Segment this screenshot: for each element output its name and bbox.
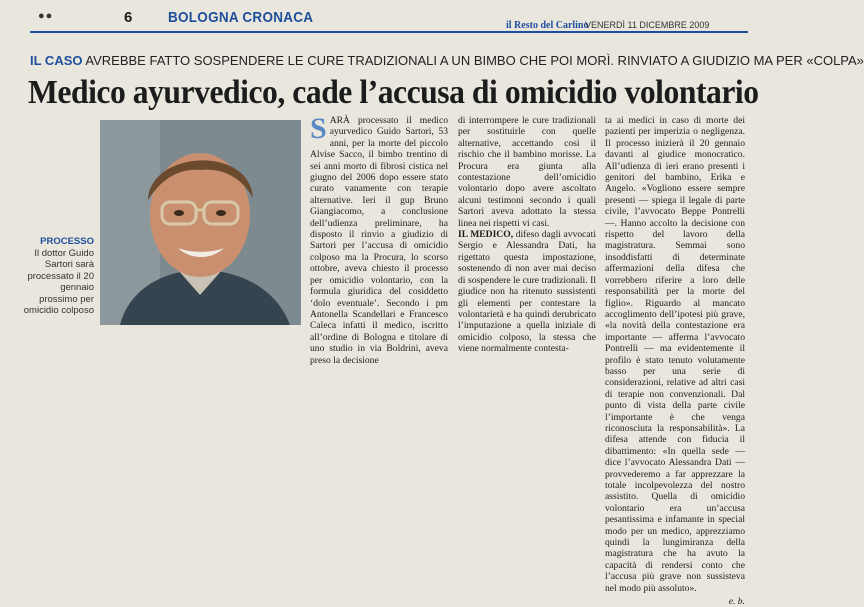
page-number: 6 xyxy=(124,9,133,26)
drop-cap: S xyxy=(310,112,327,145)
photo-caption xyxy=(22,236,94,317)
article-column-3 xyxy=(605,115,745,607)
article-headline: Medico ayurvedico, cade l’accusa di omicidio volontario xyxy=(28,74,759,111)
column-2-text-a: di interrompere le cure tradizionali per sostituirle con quelle alternative, accettando così il rischio che il bambino morisse. La Procura era giunta alla contestazione dell’omicidio volontario dopo avere ascoltato alcuni testimoni secondo i quali Sartori aveva adottato la stessa linea nei rispetti vi casi. xyxy=(458,115,596,229)
caption-text: Il dottor Guido Sartori sarà processato il 20 gennaio prossimo per omicidio colposo xyxy=(23,247,94,316)
kicker-tag: IL CASO xyxy=(30,53,83,68)
portrait-image xyxy=(100,120,301,325)
page-header xyxy=(0,0,752,30)
column-2-lead: IL MEDICO, xyxy=(458,229,514,241)
column-2-text-b: difeso dagli avvocati Sergio e Alessandra Dati, ha rigettato questa impostazione, sostenendo di non aver mai deciso di sospendere le cure tradizionali. Il giudice non ha ritenuto sussistenti gli elementi per contestare la volontarietà e ha quindi derubricato l’imputazione a quella iniziale di omicidio colposo, la stessa che viene normalmente contesta- xyxy=(458,229,597,355)
article-column-1 xyxy=(310,112,448,366)
article-kicker xyxy=(30,53,864,68)
author-signature: e. b. xyxy=(728,596,745,607)
portrait-photo xyxy=(100,120,301,325)
article-column-2 xyxy=(458,115,596,355)
newspaper-name: il Resto del Carlino xyxy=(506,20,589,31)
caption-tag: PROCESSO xyxy=(40,236,94,247)
column-3-text: ta ai medici in caso di morte dei pazienti per imperizia o negligenza. Il processo inizierà il 20 gennaio davanti al giudice monocratico. All’udienza di ieri erano presenti i genitori del bambino, Erika e Angelo. «Vogliono essere sempre presenti — spiega il legale di parte civile, l’avvocato Beppe Pontrelli —. Hanno accolto la decisione con rispetto del lavoro della magistratura. Semmai sono insoddisfatti di determinate affermazioni della difesa che vorrebbero riferire a loro delle responsabilità per la morte del figlio». Riguardo al mancato accoglimento dell’ipotesi più grave, «la novità della contestazione era importante — afferma l’avvocato Pontrelli — ma evidentemente il profilo è stato tenuto volutamente basso per una serie di considerazioni, relative ad altri casi di terapie non convenzionali. Dal punto di vista della parte civile l’importante è che venga riconosciuta la responsabilità». La difesa attende con fiducia il dibattimento: «In quella sede — dice l’avvocato Alessandra Dati — provvederemo a far apprezzare la totale incolpevolezza del nostro assistito. Quella di omicidio volontario era un’accusa pesantissima e infamante in special modo per un medico, apprezziamo quindi la lungimiranza della magistratura che ha avuto la capacità di rendersi conto che l’accusa più grave non sussisteva nel modo più assoluto». xyxy=(605,115,745,594)
section-title: BOLOGNA CRONACA xyxy=(168,9,314,26)
column-1-text: ARÀ processato il medico ayurvedico Guido Sartori, 53 anni, per la morte del piccolo Alvise Sacco, il bimbo trentino di sei anni morto di fibrosi cistica nel giugno del 2006 dopo essere stato curato vanamente con terapie alternative. Ieri il gup Bruno Giangiacomo, a conclusione dell’udienza preliminare, ha disposto il rinvio a giudizio di Sartori per l’accusa di omicidio colposo ma la Procura, lo scorso ottobre, aveva chiesto il processo per omicidio volontario, con la formula giuridica del cosiddetto ‘dolo eventuale’. Secondo i pm Antonella Scandellari e Francesco Caleca infatti il medico, iscritto all’ordine di Bologna e titolare di uno studio in via Boldrini, aveva preso la decisione xyxy=(310,115,448,366)
issue-date: VENERDÌ 11 DICEMBRE 2009 xyxy=(585,20,710,30)
kicker-text: AVREBBE FATTO SOSPENDERE LE CURE TRADIZIONALI A UN BIMBO CHE POI MORÌ. RINVIATO A GIUDIZIO MA PER «COLPA» xyxy=(85,53,864,68)
header-rule xyxy=(30,31,748,33)
header-bullets: ●● xyxy=(38,10,54,22)
